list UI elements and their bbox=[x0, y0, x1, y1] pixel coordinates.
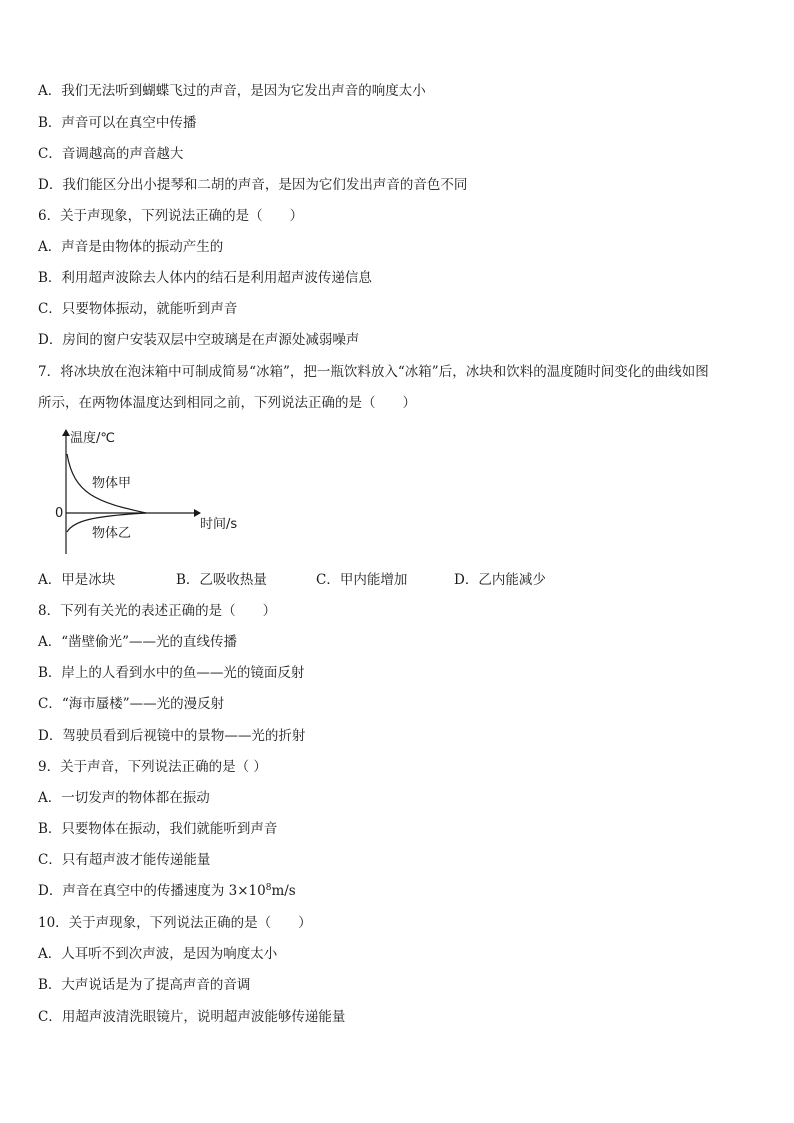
q7-option-c: C．甲内能增加 bbox=[316, 572, 408, 588]
q8-option-b: B．岸上的人看到水中的鱼——光的镜面反射 bbox=[38, 665, 305, 681]
graph-svg bbox=[50, 424, 260, 560]
curve-upper-label: 物体甲 bbox=[92, 476, 132, 491]
q6-option-d: D．房间的窗户安装双层中空玻璃是在声源处减弱噪声 bbox=[38, 332, 360, 348]
q5-option-a: A．我们无法听到蝴蝶飞过的声音，是因为它发出声音的响度太小 bbox=[38, 83, 426, 99]
q7-options bbox=[38, 571, 546, 589]
q10-option-c: C．用超声波清洗眼镜片，说明超声波能够传递能量 bbox=[38, 1009, 346, 1025]
q10-option-b: B．大声说话是为了提高声音的音调 bbox=[38, 977, 251, 993]
q6-option-a: A．声音是由物体的振动产生的 bbox=[38, 239, 224, 255]
q9-option-b: B．只要物体在振动，我们就能听到声音 bbox=[38, 821, 278, 837]
q9-option-d bbox=[38, 882, 296, 900]
q8-stem: 8．下列有关光的表述正确的是（ ） bbox=[38, 603, 277, 619]
q9-option-d-suffix: m/s bbox=[271, 883, 296, 899]
q7-temperature-time-graph bbox=[50, 424, 260, 560]
q8-option-c: C．“海市蜃楼”——光的漫反射 bbox=[38, 696, 225, 712]
y-axis-label: 温度/℃ bbox=[70, 431, 115, 446]
q10-stem: 10．关于声现象，下列说法正确的是（ ） bbox=[38, 915, 312, 931]
q7-option-b: B．乙吸收热量 bbox=[176, 572, 267, 588]
q7-option-a: A．甲是冰块 bbox=[38, 572, 116, 588]
q10-option-a: A．人耳听不到次声波，是因为响度太小 bbox=[38, 946, 278, 962]
q9-option-c: C．只有超声波才能传递能量 bbox=[38, 852, 211, 868]
q9-stem: 9．关于声音，下列说法正确的是（ ） bbox=[38, 759, 267, 775]
q6-option-c: C．只要物体振动，就能听到声音 bbox=[38, 301, 238, 317]
q8-option-a: A．“凿壁偷光”——光的直线传播 bbox=[38, 634, 238, 650]
q8-option-d: D．驾驶员看到后视镜中的景物——光的折射 bbox=[38, 728, 306, 744]
origin-label: 0 bbox=[55, 506, 64, 521]
q7-option-d: D．乙内能减少 bbox=[454, 572, 546, 588]
q7-stem-line1: 7．将冰块放在泡沫箱中可制成简易“冰箱”，把一瓶饮料放入“冰箱”后，冰块和饮料的温度随时间变化的曲线如图 bbox=[38, 364, 709, 380]
q6-option-b: B．利用超声波除去人体内的结石是利用超声波传递信息 bbox=[38, 270, 372, 286]
q5-option-c: C．音调越高的声音越大 bbox=[38, 146, 184, 162]
q9-option-d-exponent: 8 bbox=[265, 883, 272, 893]
q9-option-a: A．一切发声的物体都在振动 bbox=[38, 790, 210, 806]
curve-lower-label: 物体乙 bbox=[92, 526, 132, 541]
q5-option-d: D．我们能区分出小提琴和二胡的声音，是因为它们发出声音的音色不同 bbox=[38, 177, 468, 193]
q5-option-b: B．声音可以在真空中传播 bbox=[38, 115, 197, 131]
q9-option-d-prefix: D．声音在真空中的传播速度为 3×10 bbox=[38, 883, 266, 899]
x-axis-label: 时间/s bbox=[200, 517, 238, 532]
q6-stem: 6．关于声现象，下列说法正确的是（ ） bbox=[38, 208, 304, 224]
q7-stem-line2: 所示，在两物体温度达到相同之前，下列说法正确的是（ ） bbox=[38, 395, 416, 411]
